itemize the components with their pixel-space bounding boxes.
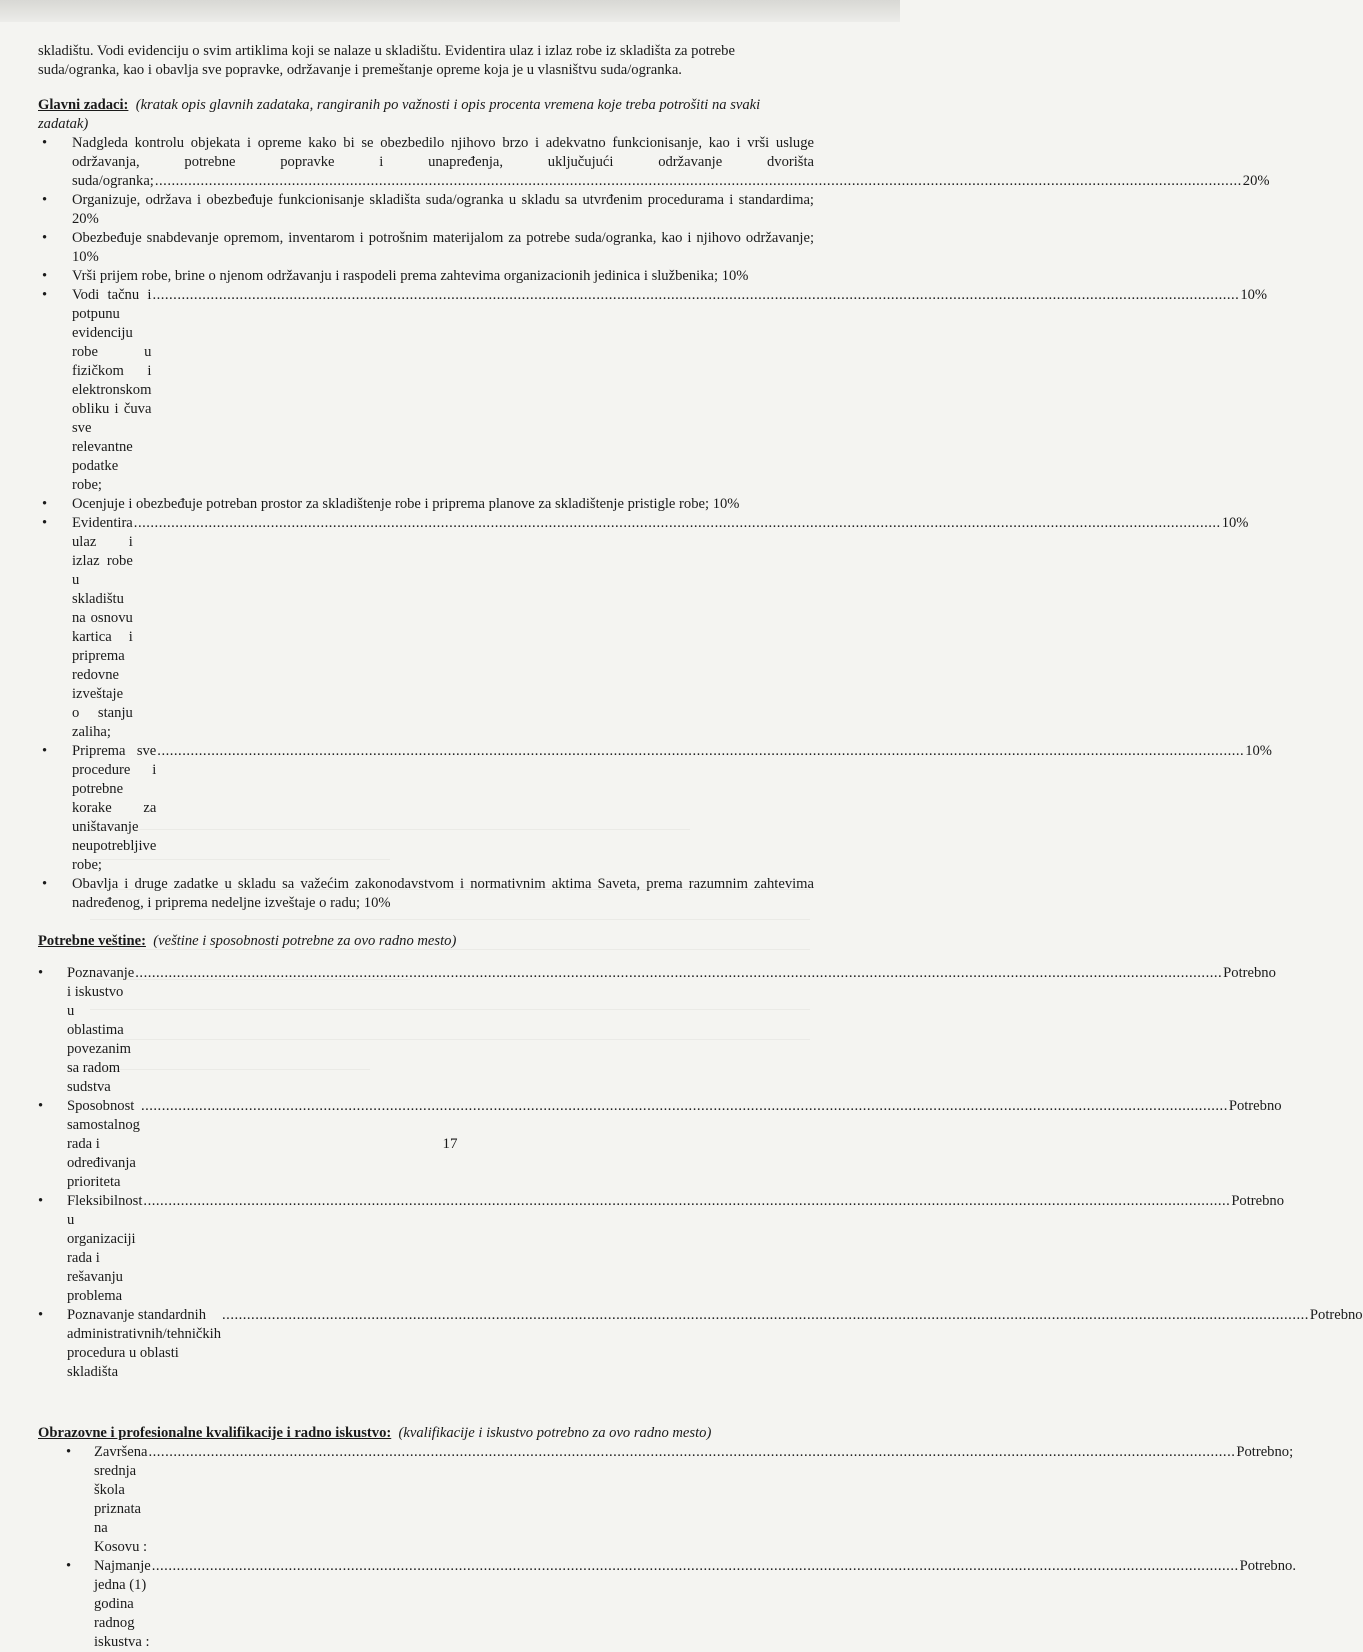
task-percent: 10%	[721, 268, 749, 284]
skill-text: • Poznavanje standardnih administrativnih/tehničkih procedura u oblasti skladišta	[67, 1307, 222, 1380]
document-body	[38, 42, 1363, 1652]
skill-item	[38, 1306, 1363, 1382]
scan-top-edge	[0, 0, 900, 22]
skill-value: Potrebno	[1228, 1098, 1282, 1114]
task-text: • Vodi tačnu i potpunu evidenciju robe u fizičkom i elektronskom obliku i čuva sve relevantne podatke robe;	[72, 287, 152, 493]
task-item	[38, 286, 1268, 495]
task-text: Obavlja i druge zadatke u skladu sa važećim zakonodavstvom i normativnim aktima Saveta, prema razumnim zahtevima nadređenog, i priprema nedeljne izveštaje o radu;	[72, 876, 814, 911]
task-item	[38, 495, 814, 514]
task-percent: 10%	[1240, 287, 1268, 303]
skill-value: Potrebno	[1231, 1193, 1285, 1209]
task-percent: 20%	[1242, 173, 1270, 189]
skill-text: • Fleksibilnost u organizaciji rada i rešavanju problema	[67, 1193, 143, 1304]
qualifications-note: (kvalifikacije i iskustvo potrebno za ovo radno mesto)	[398, 1425, 712, 1441]
qualifications-heading	[38, 1424, 814, 1443]
task-item	[38, 875, 814, 913]
qualification-value: Potrebno;	[1236, 1444, 1294, 1460]
task-text: Nadgleda kontrolu objekata i opreme kako bi se obezbedilo njihovo brzo i adekvatno funkcionisanje, kao i vrši usluge održavanja, potrebne popravke i unapređenja, uključujući održavanje dvorišta suda/ogranka;	[72, 135, 814, 189]
qualification-text: • Najmanje jedna (1) godina radnog iskustva :	[94, 1558, 151, 1650]
qualification-item	[38, 1557, 1296, 1652]
skills-title: Potrebne veštine:	[38, 933, 146, 949]
skill-value: Potrebno	[1223, 965, 1276, 981]
task-text: Vrši prijem robe, brine o njenom održavanju i raspodeli prema zahtevima organizacionih jedinica i službenika;	[72, 268, 719, 284]
task-percent: 10%	[1245, 743, 1272, 759]
task-text: Ocenjuje i obezbeđuje potreban prostor za skladištenje robe i priprema planove za skladištenje pristigle robe;	[72, 496, 710, 512]
task-item	[38, 191, 814, 229]
page-number: 17	[442, 1136, 458, 1152]
skills-heading	[38, 932, 814, 951]
task-item	[38, 514, 1249, 742]
task-text: • Priprema sve procedure i potrebne korake za uništavanje neupotrebljive robe;	[72, 743, 157, 873]
skills-note: (veštine i sposobnosti potrebne za ovo radno mesto)	[153, 933, 457, 949]
main-tasks-list	[38, 134, 1272, 913]
task-text: Obezbeđuje snabdevanje opremom, inventarom i potrošnim materijalom za potrebe suda/ogranka, kao i njihovo održavanje;	[72, 230, 814, 246]
skill-item	[38, 964, 1276, 1097]
main-tasks-title: Glavni zadaci:	[38, 97, 129, 113]
task-item	[38, 229, 814, 267]
skill-text: • Sposobnost samostalnog rada i određivanja prioriteta	[67, 1098, 140, 1190]
qualification-value: Potrebno.	[1239, 1558, 1296, 1574]
task-percent: 20%	[72, 211, 99, 227]
skill-text: • Poznavanje i iskustvo u oblastima povezanim sa radom sudstva	[67, 965, 135, 1095]
main-tasks-heading	[38, 96, 814, 134]
qualification-item	[38, 1443, 1294, 1557]
task-percent: 10%	[363, 895, 391, 911]
task-percent: 10%	[712, 496, 740, 512]
task-item	[38, 267, 814, 286]
task-percent: 10%	[1221, 515, 1249, 531]
task-text: Organizuje, održava i obezbeđuje funkcionisanje skladišta suda/ogranka u skladu sa utvrđenim procedurama i standardima;	[72, 192, 814, 208]
main-tasks-note: (kratak opis glavnih zadataka, rangiranih po važnosti i opis procenta vremena koje treba potrošiti na svaki zadatak)	[38, 97, 761, 132]
qualification-text: • Završena srednja škola priznata na Kosovu :	[94, 1444, 148, 1555]
task-percent: 10%	[72, 249, 99, 265]
task-text: • Evidentira ulaz i izlaz robe u skladištu na osnovu kartica i priprema redovne izveštaje o stanju zaliha;	[72, 515, 133, 740]
task-item	[38, 742, 1272, 875]
skill-item	[38, 1192, 1285, 1306]
skill-value: Potrebno	[1309, 1307, 1363, 1323]
task-item	[38, 134, 1270, 191]
qualifications-list	[38, 1443, 1296, 1652]
intro-paragraph: skladištu. Vodi evidenciju o svim artiklima koji se nalaze u skladištu. Evidentira ulaz i izlaz robe iz skladišta za potrebe suda/ogranka, kao i obavlja sve popravke, održavanje i premeštanje opreme koja je u vlasništvu suda/ogranka.	[38, 43, 735, 78]
qualifications-title: Obrazovne i profesionalne kvalifikacije i radno iskustvo:	[38, 1425, 392, 1441]
skills-list	[38, 964, 1363, 1382]
